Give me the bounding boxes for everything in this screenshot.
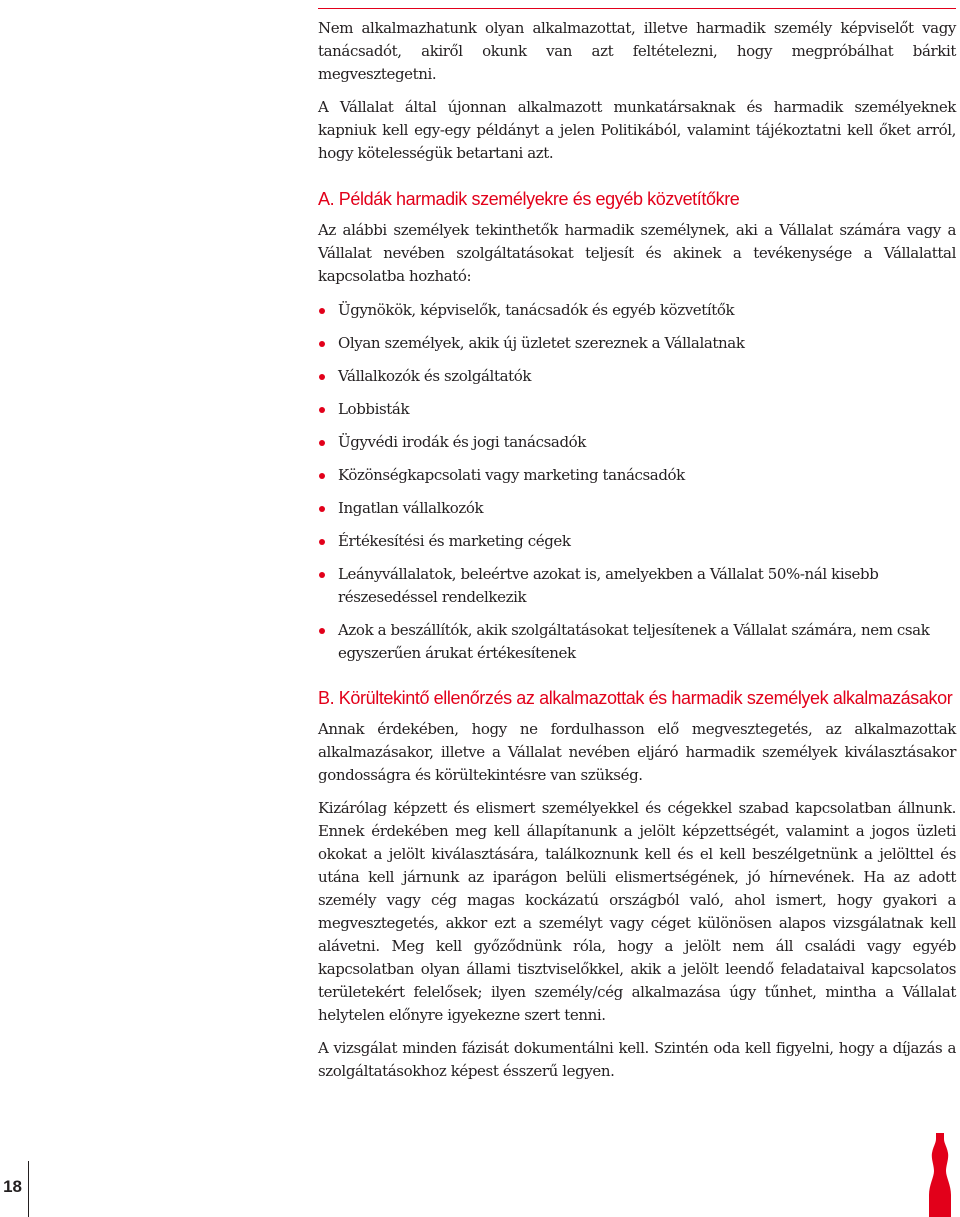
section-b-paragraph-1: Annak érdekében, hogy ne fordulhasson elő megvesztegetés, az alkalmazottak alkalmazásakor, illetve a Vállalat nevében eljáró harmadik személyek kiválasztásakor gondosságra és körültekintésre van szükség. <box>318 720 956 784</box>
list-item-text: Azok a beszállítók, akik szolgáltatásokat teljesítenek a Vállalat számára, nem csak egyszerűen árukat értékesítenek <box>338 621 930 662</box>
third-party-list <box>318 299 956 665</box>
bullet-icon <box>319 341 325 347</box>
list-item <box>318 563 956 609</box>
bottle-icon <box>927 1133 953 1217</box>
bullet-icon <box>319 473 325 479</box>
list-item-text: Olyan személyek, akik új üzletet szereznek a Vállalatnak <box>338 334 745 352</box>
intro-paragraph-1: Nem alkalmazhatunk olyan alkalmazottat, illetve harmadik személy képviselőt vagy tanácsadót, akiről okunk van azt feltételezni, hogy megpróbálhat bárkit megvesztegetni. <box>318 19 956 83</box>
list-item-text: Ügynökök, képviselők, tanácsadók és egyéb közvetítők <box>338 301 735 319</box>
list-item <box>318 299 956 322</box>
list-item <box>318 398 956 421</box>
bullet-icon <box>319 440 325 446</box>
intro-paragraph-2: A Vállalat által újonnan alkalmazott munkatársaknak és harmadik személyeknek kapniuk kell egy-egy példányt a jelen Politikából, valamint tájékoztatni kell őket arról, hogy kötelességük betartani azt. <box>318 98 956 162</box>
section-b-paragraph-2: Kizárólag képzett és elismert személyekkel és cégekkel szabad kapcsolatban állnunk. Ennek érdekében meg kell állapítanunk a jelölt képzettségét, valamint a jogos üzleti okokat a jelölt kiválasztására, találkoznunk kell és el kell beszélgetnünk a jelölttel és utána kell járnunk az iparágon belüli elismertségének, jó hírnevének. Ha az adott személy vagy cég magas kockázatú országból való, ahol ismert, hogy gyakori a megvesztegetés, akkor ezt a személyt vagy céget különösen alapos vizsgálatnak kell alávetni. Meg kell győződnünk róla, hogy a jelölt nem áll családi vagy egyéb kapcsolatban olyan állami tisztviselőkkel, akik a jelölt leendő feladataival kapcsolatos területekért felelősek; ilyen személy/cég alkalmazása úgy tűnhet, mintha a Vállalat helytelen előnyre igyekezne szert tenni. <box>318 799 956 1024</box>
list-item-text: Ingatlan vállalkozók <box>338 499 484 517</box>
bullet-icon <box>319 572 325 578</box>
page-number: 18 <box>3 1177 22 1196</box>
section-a-intro: Az alábbi személyek tekinthetők harmadik személynek, aki a Vállalat számára vagy a Vállalat nevében szolgáltatásokat teljesít és akinek a tevékenysége a Vállalattal kapcsolatba hozható: <box>318 221 956 285</box>
list-item-text: Lobbisták <box>338 400 410 418</box>
bullet-icon <box>319 628 325 634</box>
top-rule <box>318 8 956 9</box>
list-item <box>318 332 956 355</box>
bullet-icon <box>319 506 325 512</box>
list-item <box>318 464 956 487</box>
section-a-heading: A. Példák harmadik személyekre és egyéb közvetítőkre <box>318 189 740 209</box>
list-item <box>318 365 956 388</box>
bullet-icon <box>319 539 325 545</box>
list-item <box>318 619 956 665</box>
list-item-text: Értékesítési és marketing cégek <box>338 532 571 550</box>
list-item-text: Leányvállalatok, beleértve azokat is, amelyekben a Vállalat 50%-nál kisebb részesedéssel rendelkezik <box>338 565 879 606</box>
list-item-text: Közönségkapcsolati vagy marketing tanácsadók <box>338 466 685 484</box>
list-item <box>318 497 956 520</box>
list-item-text: Ügyvédi irodák és jogi tanácsadók <box>338 433 586 451</box>
list-item-text: Vállalkozók és szolgáltatók <box>338 367 532 385</box>
bullet-icon <box>319 374 325 380</box>
section-b-paragraph-3: A vizsgálat minden fázisát dokumentálni kell. Szintén oda kell figyelni, hogy a díjazás a szolgáltatásokhoz képest ésszerű legyen. <box>318 1039 956 1080</box>
list-item <box>318 431 956 454</box>
page-content <box>318 17 956 1083</box>
section-b-heading: B. Körültekintő ellenőrzés az alkalmazottak és harmadik személyek alkalmazásakor <box>318 688 953 708</box>
list-item <box>318 530 956 553</box>
bullet-icon <box>319 308 325 314</box>
bullet-icon <box>319 407 325 413</box>
